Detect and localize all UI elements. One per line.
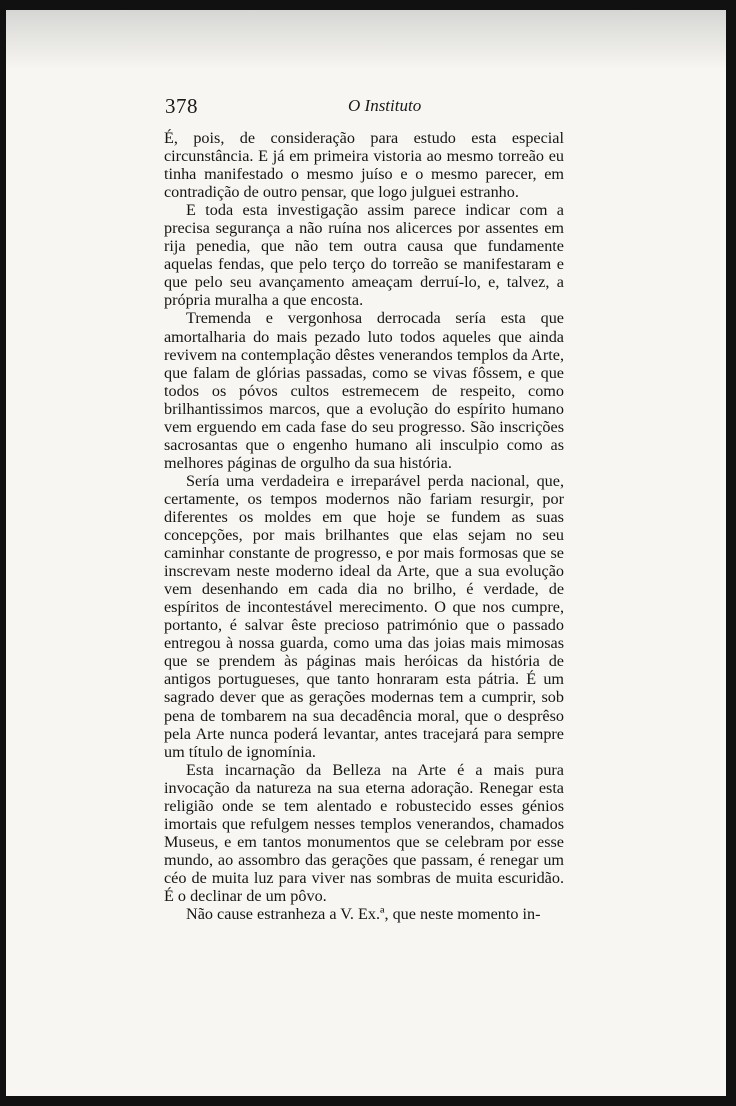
paragraph-4: Sería uma verdadeira e irreparável perda nacional, que, certamente, os tempos modernos não fariam resurgir, por diferentes os moldes em que hoje se fundem as suas concepções, por mais brilhantes que elas sejam no seu caminhar constante de progresso, e por mais formosas que se inscrevam neste moderno ideal da Arte, que a sua evolução vem desenhando em cada dia no brilho, é verdade, de espíritos de incontestável merecimento. O que nos cumpre, portanto, é salvar êste precioso património que o passado entregou à nossa guarda, como uma das joias mais mimosas que se prendem às páginas mais heróicas da história de antigos portugueses, que tanto honraram esta pátria. É um sagrado dever que as gerações modernas tem a cumprir, sob pena de tombarem na sua decadência moral, que o desprêso pela Arte nunca poderá levantar, antes tracejará para sempre um título de ignomínia. <box>164 471 564 761</box>
running-title: O Instituto <box>348 96 422 115</box>
paragraph-6: Não cause estranheza a V. Ex.ª, que neste momento in- <box>186 905 541 924</box>
page-header <box>165 94 565 124</box>
page-number: 378 <box>165 94 198 118</box>
paragraph-1: É, pois, de consideração para estudo esta especial circunstância. E já em primeira vistoria ao mesmo torreão eu tinha manifestado o mesmo juíso e o mesmo parecer, em contradição de outro pensar, que logo julguei estranho. <box>164 129 564 202</box>
paragraph-2: E toda esta investigação assim parece indicar com a precisa segurança a não ruína nos alicerces por assentes em rija penedia, que não tem outra causa que fundamente aquelas fendas, que pelo terço do torreão se manifestaram e que pelo seu avançamento ameaçam derruí-lo, e, talvez, a própria muralha a que encosta. <box>164 201 564 310</box>
paragraph-3: Tremenda e vergonhosa derrocada sería esta que amortalharia do mais pezado luto todos aqueles que ainda revivem na contemplação dêstes venerandos templos da Arte, que falam de glórias passadas, como se vivas fôssem, e que todos os póvos cultos estremecem de respeito, como brilhantissimos marcos, que a evolução do espírito humano vem erguendo em cada fase do seu progresso. São inscrições sacrosantas que o engenho humano ali insculpio como as melhores páginas de orgulho da sua história. <box>164 309 564 472</box>
body-text <box>164 129 564 923</box>
paragraph-5: Esta incarnação da Belleza na Arte é a mais pura invocação da natureza na sua eterna adoração. Renegar esta religião onde se tem alentado e robustecido esses génios imortais que refulgem nesses templos venerandos, chamados Museus, e em tantos monumentos que se celebram por esse mundo, ao assombro das gerações que passam, é renegar um céo de muita luz para viver nas sombras de muita escuridão. É o declinar de um pôvo. <box>164 760 564 905</box>
